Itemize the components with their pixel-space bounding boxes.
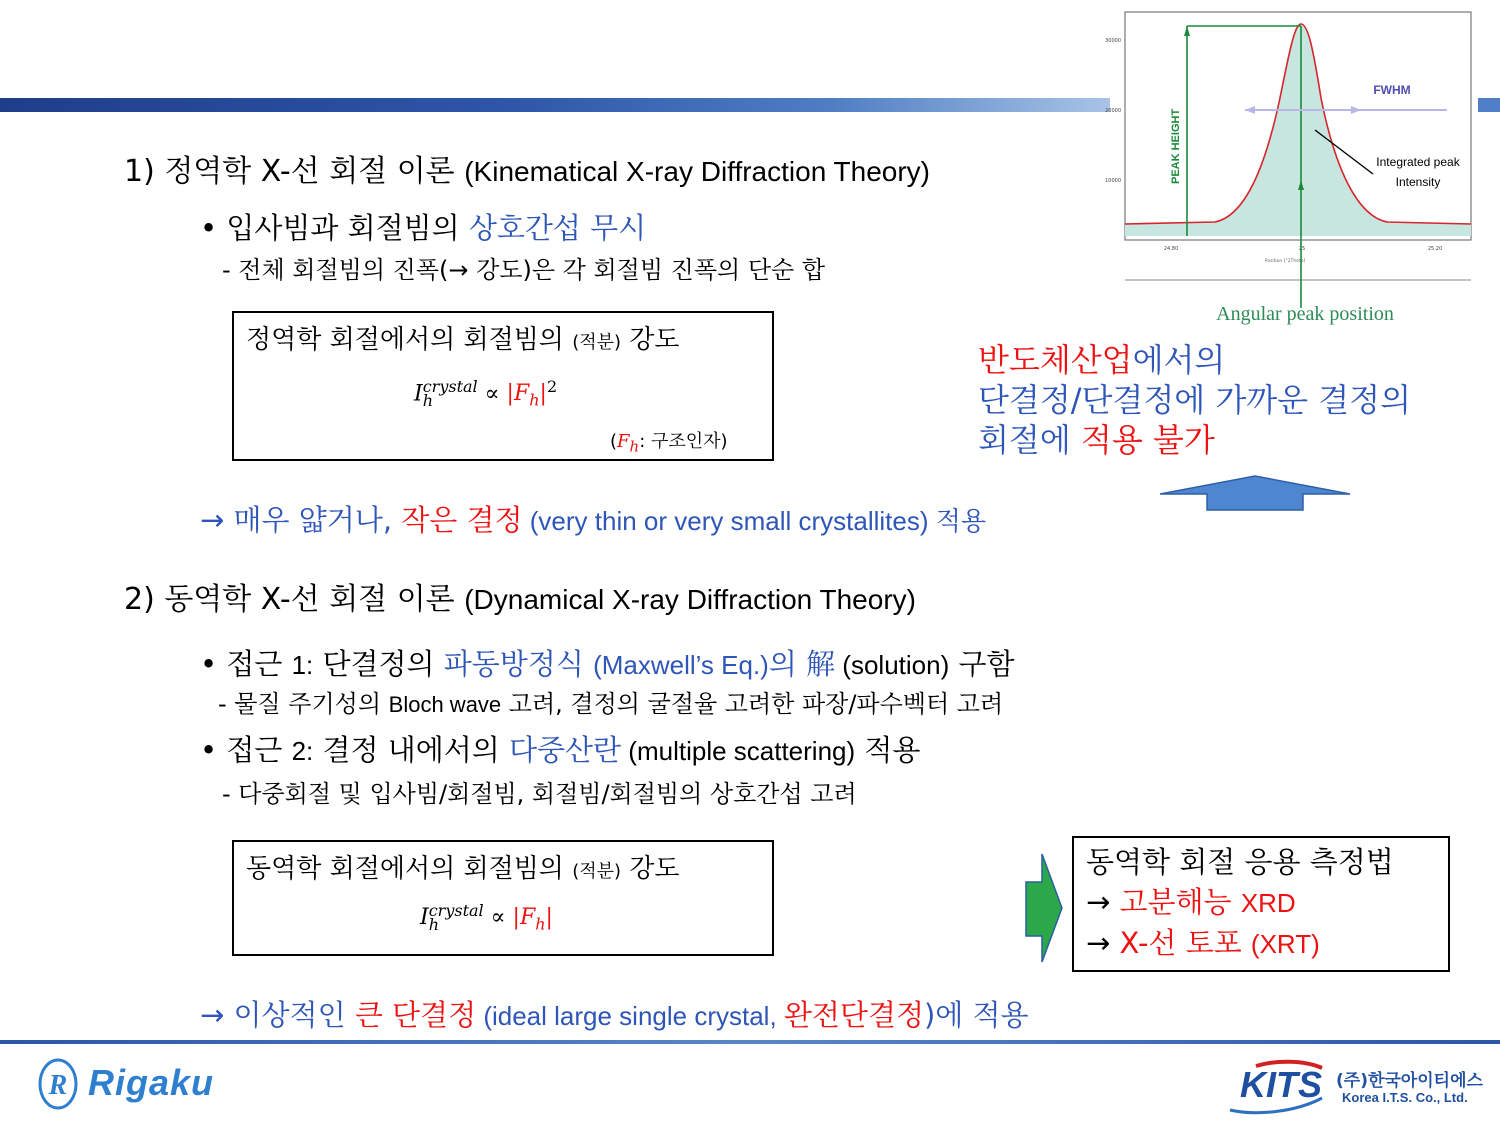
applications-title: 동역학 회절 응용 측정법: [1086, 845, 1394, 879]
y-tick-20000: 20000: [1105, 108, 1121, 114]
peak-profile-figure: [1095, 8, 1485, 338]
up-arrow-shape: [1155, 474, 1355, 514]
box2-title: 동역학 회절에서의 회절빔의 (적분) 강도: [246, 854, 680, 884]
section2-sub1: - 물질 주기성의 Bloch wave 고려, 결정의 굴절율 고려한 파장/파수벡터 고려: [218, 690, 1004, 718]
header-accent-bar: [0, 98, 1110, 112]
box1-title: 정역학 회절에서의 회절빔의 (적분) 강도: [246, 325, 680, 355]
rigaku-wordmark: Rigaku: [88, 1062, 215, 1103]
x-axis-title: Position [°2Theta]: [1264, 259, 1306, 264]
semiconductor-callout: 반도체산업에서의 단결정/단결정에 가까운 결정의 회절에 적용 불가: [978, 341, 1411, 459]
applications-item-hrxrd: → 고분해능 XRD: [1086, 885, 1296, 919]
box1-formula: I crystal h ∝ $|F_h|^2$: [414, 377, 558, 411]
x-tick-25.20: 25.20: [1427, 246, 1443, 252]
y-tick-30000: 30000: [1105, 38, 1121, 44]
dynamical-intensity-box: [232, 840, 774, 956]
right-arrow-shape: [1024, 852, 1064, 964]
kits-logo: [1226, 1058, 1483, 1118]
applications-box: [1072, 836, 1450, 972]
rigaku-emblem-icon: [36, 1056, 86, 1112]
section1-conclusion: → 매우 얇거나, 작은 결정 (very thin or very small crystallites) 적용: [200, 503, 986, 537]
peak-height-label: PEAK HEIGHT: [1170, 108, 1182, 184]
section2-conclusion: → 이상적인 큰 단결정 (ideal large single crystal, 완전단결정)에 적용: [200, 998, 1029, 1032]
box1-note: ($F_h$: 구조인자): [610, 431, 728, 456]
integrated-label-1: Integrated peak: [1376, 155, 1460, 169]
section2-bullet1: • 접근 1: 단결정의 파동방정식 (Maxwell’s Eq.)의 解 (solution) 구함: [200, 647, 1015, 681]
section1-sub1: - 전체 회절빔의 진폭(→ 강도)은 각 회절빔 진폭의 단순 합: [222, 256, 826, 284]
angular-position-label: Angular peak position: [1216, 303, 1394, 325]
footer-divider: [0, 1040, 1500, 1044]
applications-item-xrt: → X-선 토포 (XRT): [1086, 926, 1320, 960]
box2-formula: I crystal h ∝ $|F_h|$: [420, 901, 553, 934]
svg-text:R: R: [48, 1070, 68, 1101]
rigaku-logo: [36, 1056, 266, 1116]
x-tick-24.80: 24.80: [1163, 246, 1179, 252]
kinematical-intensity-box: [232, 311, 774, 461]
section1-bullet1: • 입사빔과 회절빔의 상호간섭 무시: [200, 211, 647, 245]
section2-heading: 2) 동역학 X-선 회절 이론 (Dynamical X-ray Diffraction Theory): [124, 582, 916, 617]
kits-wordmark: KITS: [1240, 1064, 1323, 1105]
section2-sub2: - 다중회절 및 입사빔/회절빔, 회절빔/회절빔의 상호간섭 고려: [222, 780, 857, 808]
section1-heading: 1) 정역학 X-선 회절 이론 (Kinematical X-ray Diffraction Theory): [124, 154, 931, 189]
fwhm-label: FWHM: [1373, 83, 1411, 97]
section2-bullet2: • 접근 2: 결정 내에서의 다중산란 (multiple scattering) 적용: [200, 733, 921, 767]
x-tick-25: 25: [1298, 246, 1306, 252]
kits-company-ko: (주)한국아이티에스: [1336, 1071, 1483, 1091]
integrated-label-2: Intensity: [1395, 175, 1441, 189]
kits-company-en: Korea I.T.S. Co., Ltd.: [1342, 1090, 1468, 1105]
y-tick-10000: 10000: [1105, 178, 1121, 184]
